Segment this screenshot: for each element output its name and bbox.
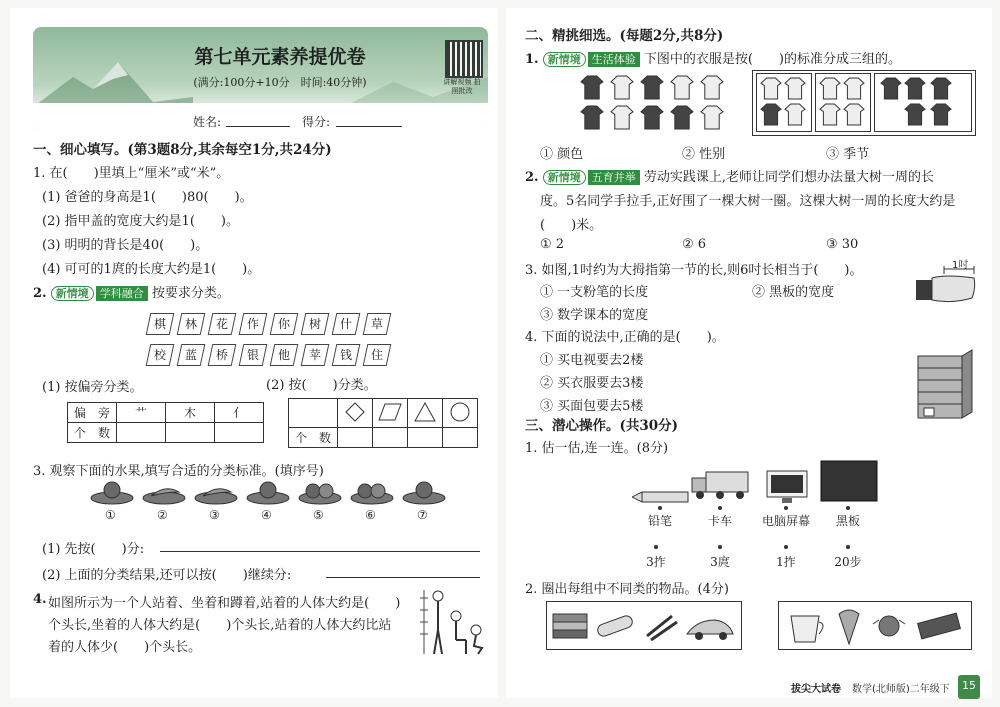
parallelogram-cell [373,399,408,428]
answer-cell[interactable] [338,428,373,448]
dot[interactable] [846,545,850,549]
character-card [208,344,237,366]
r-q4-stem: 4. 下面的说法中,正确的是( )。 [525,330,725,345]
section3-title: 三、潜心操作。(共30分) [525,418,679,434]
dress-icon [580,74,604,100]
circle-icon [449,401,471,423]
character-text: 银 [246,348,259,362]
inch-label: 1吋 [952,260,969,271]
table-header-cell: 艹 [117,403,166,423]
q1-item: (1) 爸爸的身高是1( )80( )。 [42,190,253,205]
r-q1-option[interactable]: ① 颜色 [540,147,584,162]
computer-screen-picture [766,470,808,504]
tshirt-icon [670,74,694,100]
dot[interactable] [654,545,658,549]
shirt-icon [819,102,841,126]
fruit-label: ⑦ [417,508,428,522]
r-q6-stem: 2. 圈出每组中不同类的物品。(4分) [525,582,729,597]
dot[interactable] [846,506,850,510]
shirt-icon [843,102,865,126]
group-1-box [546,601,742,650]
table-header-cell: 偏 旁 [68,403,117,423]
shirt-icon [819,76,841,100]
character-card [332,344,361,366]
character-text: 住 [370,348,383,362]
r-q3-option[interactable]: ③ 数学课本的宽度 [540,308,649,323]
subject-badge: 学科融合 [96,286,148,301]
character-text: 林 [184,317,197,331]
shopping-mall-figure [914,348,976,420]
character-card [363,344,392,366]
character-text: 棋 [153,317,166,331]
character-card [177,344,206,366]
dress-icon [760,76,782,100]
character-text: 苹 [308,348,321,362]
shirt-icon [843,76,865,100]
character-card [301,344,330,366]
r-q2-line [525,166,934,185]
q1-item: (4) 可可的1庹的长度大约是1( )。 [42,262,261,277]
character-card [146,313,175,335]
q2-tag [51,287,148,301]
diamond-cell [338,399,373,428]
q1-item: (2) 指甲盖的宽度大约是1( )。 [42,214,239,229]
table-row-label: 个 数 [289,428,338,448]
table-header-cell: 亻 [215,403,264,423]
fruit-plate-banana-icon [193,480,239,506]
group-2-objects [779,602,971,649]
jacket-icon [640,104,664,130]
fruit-label: ③ [209,508,220,522]
q4-number: 4. [33,592,47,607]
page-title: 第七单元素养提优卷 [194,46,366,68]
character-card [270,313,299,335]
subject-badge: 生活体验 [588,52,640,67]
character-card [363,313,392,335]
coat-icon [640,74,664,100]
shape-table [288,398,478,448]
match-value-label: 3拃 [646,555,666,569]
match-item-label: 铅笔 [647,514,672,528]
q3-part1: (1) 先按( )分: [42,542,145,557]
pencil-picture [632,490,690,504]
fruit-plate-apples-icon [297,480,343,506]
score-label: 得分: [302,115,331,129]
page-subtitle: (满分:100分+10分 时间:40分钟) [193,76,367,89]
table-header-cell: 木 [166,403,215,423]
thumb-inch-figure [916,266,976,306]
q3-stem: 3. 观察下面的水果,填写合适的分类标准。(填序号) [33,464,324,479]
match-item-label: 黑板 [835,514,860,528]
r-q2-line-2: 度。5名同学手拉手,正好围了一棵大树一圈。这棵大树一周的长度大约是 [540,194,956,209]
r-q2-number: 2. [525,170,539,185]
dress-icon [580,104,604,130]
character-text: 花 [215,317,228,331]
match-item-label: 卡车 [707,514,732,528]
r-q2-line-1: 劳动实践课上,老师让同学们想办法量大树一周的长 [643,170,934,185]
q3-answer2-blank[interactable] [326,577,480,578]
fruit-label: ⑤ [313,508,324,522]
shirt-icon [700,74,724,100]
q2-stem: 按要求分类。 [151,286,230,301]
match-value-label: 1拃 [776,555,796,569]
dot[interactable] [784,545,788,549]
character-text: 作 [246,317,259,331]
q2-part1: (1) 按偏旁分类。 [42,380,143,395]
match-item-label: 电脑屏幕 [761,514,810,528]
match-value-label: 20步 [834,555,862,569]
r-q2-option[interactable]: ① 2 [540,237,565,252]
fruit-plate-peach-icon [401,480,447,506]
empty-cell [289,399,338,428]
r-q1-number: 1. [525,52,539,67]
new-context-badge: 新情境 [543,170,586,185]
q2-line [33,282,230,301]
answer-cell[interactable] [215,423,264,443]
r-q2-option[interactable]: ② 6 [682,237,707,252]
r-q1-option[interactable]: ③ 季节 [826,147,870,162]
r-q5-stem: 1. 估一估,连一连。(8分) [525,441,669,456]
character-text: 桥 [215,348,228,362]
coat-icon [670,104,694,130]
r-q1-stem: 下图中的衣服是按( )的标准分成三组的。 [643,52,902,67]
triangle-icon [414,402,436,422]
shirt-icon [610,104,634,130]
dot[interactable] [718,506,722,510]
q1-stem: 1. 在( )里填上“厘米”或“米”。 [33,166,230,181]
match-value-label: 3庹 [710,555,730,569]
r-q4-option[interactable]: ① 买电视要去2楼 [540,353,644,368]
dot[interactable] [784,506,788,510]
score-blank[interactable] [336,126,402,127]
blackboard-picture [820,460,878,502]
shirt-icon [610,74,634,100]
answer-cell[interactable] [443,428,478,448]
fruit-plate-apple-icon [89,480,135,506]
character-text: 蓝 [184,348,197,362]
fruit-plate-banana-icon [141,480,187,506]
r-q4-option[interactable]: ② 买衣服要去3楼 [540,376,644,391]
answer-cell[interactable] [373,428,408,448]
character-text: 什 [339,317,352,331]
human-posture-figure [418,588,488,658]
r-q1-option[interactable]: ② 性别 [682,147,726,162]
answer-cell[interactable] [117,423,166,443]
r-q4-option[interactable]: ③ 买面包要去5楼 [540,399,644,414]
character-card [301,313,330,335]
q4-line: 着的人体少( )个头长。 [48,640,202,655]
character-text: 你 [277,317,290,331]
radical-table [67,402,264,443]
subject-badge: 五育并举 [588,170,640,185]
q1-item: (3) 明明的背长是40( )。 [42,238,209,253]
fruit-plate-apple-icon [245,480,291,506]
dress-icon [784,102,806,126]
answer-cell[interactable] [166,423,215,443]
r-q3-stem: 3. 如图,1吋约为大拇指第一节的长,则6吋长相当于( )。 [525,263,863,278]
coat-icon [880,76,902,100]
q3-answer1-blank[interactable] [160,551,480,552]
r-q1-tag [543,53,640,67]
footer-brand: 拔尖大试卷 [791,684,841,695]
circle-cell [443,399,478,428]
q4-line: 个头长,坐着的人体大约是( )个头长,站着的人体大约比站 [48,618,392,633]
character-card [177,313,206,335]
r-q2-line-3: ( )米。 [540,218,603,233]
dress-icon [760,102,782,126]
fruit-label: ④ [261,508,272,522]
character-card [146,344,175,366]
table-row-label: 个 数 [68,423,117,443]
r-q3-option[interactable]: ① 一支粉笔的长度 [540,285,649,300]
r-q1-line [525,48,901,67]
r-q2-option[interactable]: ③ 30 [826,237,859,252]
q2-number: 2. [33,286,47,301]
fruit-label: ① [105,508,116,522]
group-1-objects [547,602,741,649]
character-text: 钱 [339,348,352,362]
tshirt-icon [784,76,806,100]
dress-icon [700,104,724,130]
character-card [270,344,299,366]
r-q2-tag [543,171,640,185]
q3-part2: (2) 上面的分类结果,还可以按( )继续分: [42,568,292,583]
coat-icon [930,76,952,100]
fruit-plate-peaches-icon [349,480,395,506]
name-label: 姓名: [193,115,222,129]
r-q3-option[interactable]: ② 黑板的宽度 [752,285,835,300]
jacket-icon [930,102,952,126]
character-text: 草 [370,317,383,331]
q4-line: 如图所示为一个人站着、坐着和蹲着,站着的人体大约是( ) [48,596,401,611]
section2-title: 二、精挑细选。(每题2分,共8分) [525,28,724,44]
fruit-label: ⑥ [365,508,376,522]
character-card [239,313,268,335]
new-context-badge: 新情境 [51,286,94,301]
character-card [208,313,237,335]
group-2-box [778,601,972,650]
answer-cell[interactable] [408,428,443,448]
dot[interactable] [718,545,722,549]
page-number: 15 [962,679,976,692]
character-text: 他 [277,348,290,362]
footer-book: 数学(北师版)二年级下 [852,684,950,695]
qr-caption: 讲解视频 拍照批改 [443,78,481,95]
character-text: 树 [308,317,321,331]
qr-code [445,40,483,78]
q2-part2: (2) 按( )分类。 [266,378,377,393]
name-blank[interactable] [226,126,290,127]
jacket-icon [904,76,926,100]
fruit-label: ② [157,508,168,522]
parallelogram-icon [378,403,402,421]
section1-title: 一、细心填写。(第3题8分,其余每空1分,共24分) [33,142,332,158]
character-card [239,344,268,366]
diamond-icon [345,402,365,422]
truck-picture [690,470,750,500]
character-text: 校 [153,348,166,362]
new-context-badge: 新情境 [543,52,586,67]
triangle-cell [408,399,443,428]
dot[interactable] [658,506,662,510]
character-card [332,313,361,335]
coat-icon [904,102,926,126]
